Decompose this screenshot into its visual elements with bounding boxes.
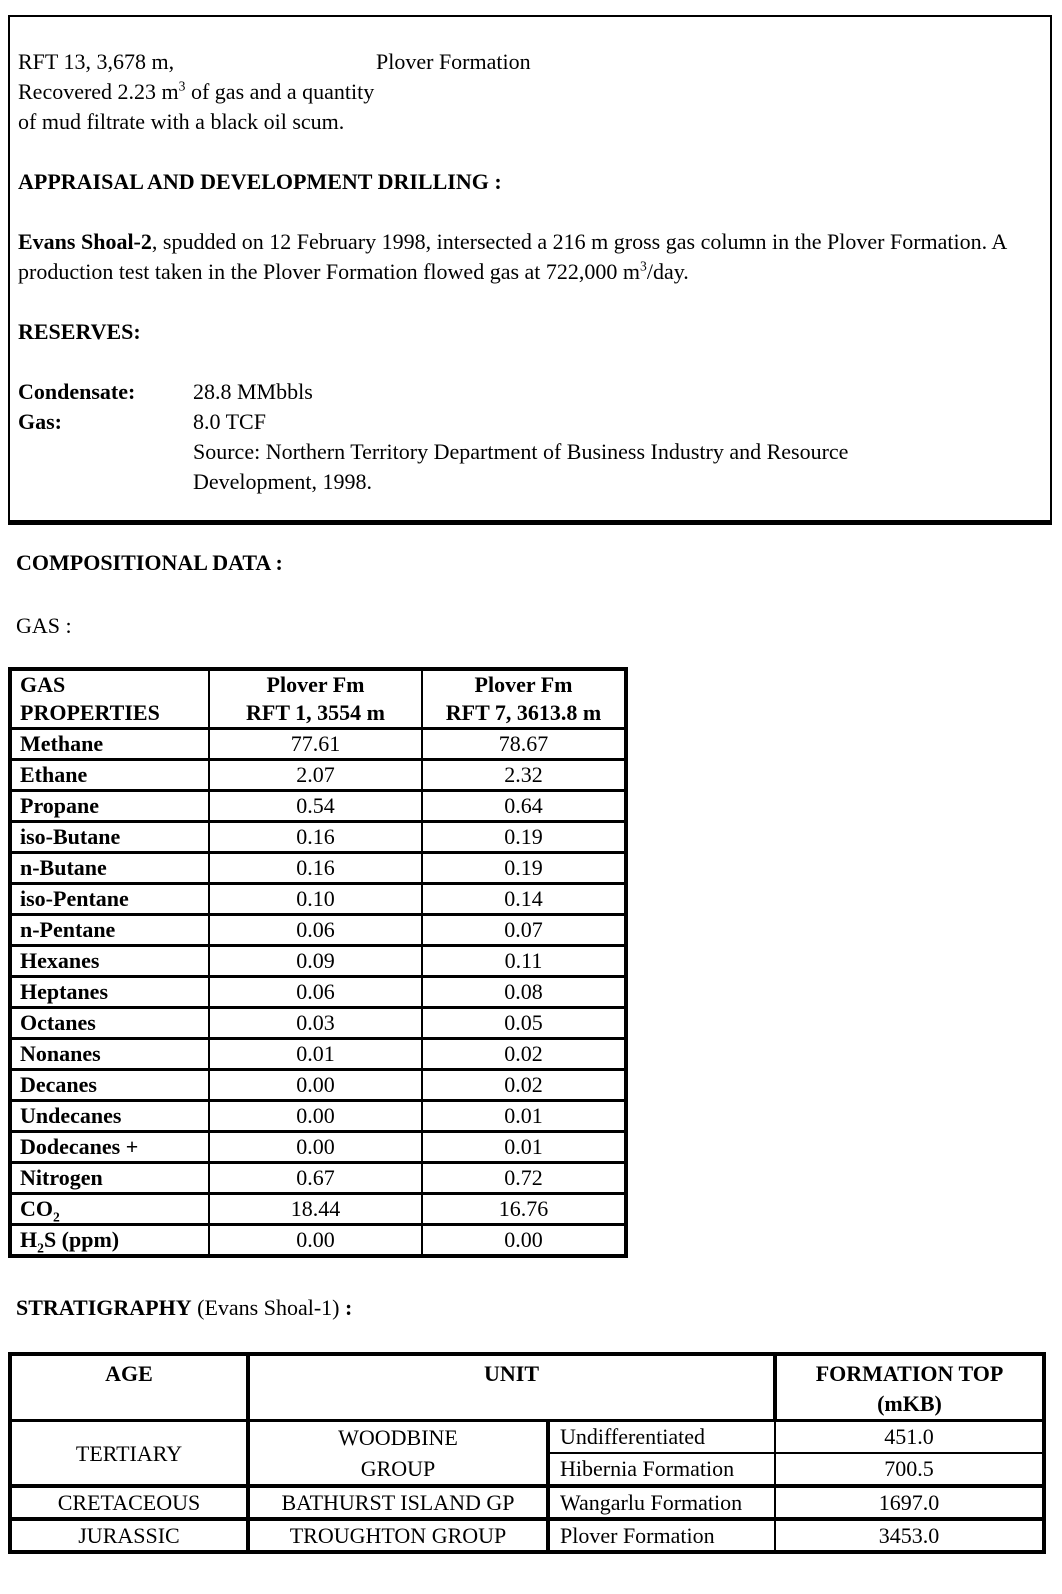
stratigraphy-heading-well: (Evans Shoal-1) [191,1295,340,1320]
gas-label: Gas: [18,409,62,434]
table-row [10,791,626,822]
formation-top-cell: 1697.0 [775,1486,1044,1519]
stratigraphy-heading-colon: : [339,1295,353,1320]
value-cell: 0.11 [422,946,626,977]
header-line: FORMATION TOP [815,1361,1004,1386]
appraisal-heading: APPRAISAL AND DEVELOPMENT DRILLING : [18,169,502,194]
value-cell: 0.03 [209,1008,422,1039]
table-row [10,1194,626,1225]
value-cell: 2.07 [209,760,422,791]
value-cell: 0.16 [209,822,422,853]
property-cell: Decanes [10,1070,209,1101]
reserves-heading: RESERVES: [18,319,141,344]
paragraph-text: , spudded on 12 February 1998, intersected a 216 m gross gas column in the Plover Formation. A production test taken in the Plover Formation flowed gas at 722,000 m [18,229,1007,284]
formation-top-cell: 451.0 [775,1421,1044,1453]
subscript: 2 [37,1240,44,1256]
value-cell: 0.14 [422,884,626,915]
h2s-text-tail: S (ppm) [43,1227,120,1252]
group-cell [248,1421,548,1487]
property-cell: Ethane [10,760,209,791]
strat-row-jurassic [10,1519,1044,1552]
age-cell: JURASSIC [10,1519,248,1552]
value-cell: 0.02 [422,1070,626,1101]
condensate-label: Condensate: [18,379,136,404]
value-cell: 0.01 [422,1132,626,1163]
property-cell: Heptanes [10,977,209,1008]
formation-name-text: Plover Formation [376,49,531,74]
value-cell: 0.06 [209,915,422,946]
table-row [10,1101,626,1132]
property-cell: Dodecanes + [10,1132,209,1163]
rft-line [18,47,1040,77]
value-cell: 0.07 [422,915,626,946]
table-row [10,915,626,946]
rft1-header [209,669,422,729]
co2-text: CO [20,1196,53,1221]
value-cell: 0.72 [422,1163,626,1194]
group-line: GROUP [360,1456,436,1481]
property-cell-h2s [10,1225,209,1257]
value-cell: 77.61 [209,729,422,760]
gas-value: 8.0 TCF [193,409,266,434]
recovered-text: Recovered 2.23 m [18,79,179,104]
well-summary-box [8,15,1052,525]
value-cell: 78.67 [422,729,626,760]
value-cell: 0.06 [209,977,422,1008]
property-cell: Propane [10,791,209,822]
table-row [10,760,626,791]
header-line: RFT 1, 3554 m [246,700,385,725]
unit-cell: Hibernia Formation [548,1453,775,1486]
spacer [18,197,1040,227]
age-header: AGE [10,1354,248,1421]
value-cell: 0.00 [209,1101,422,1132]
mud-filtrate-line: of mud filtrate with a black oil scum. [18,109,345,134]
value-cell: 0.00 [209,1132,422,1163]
table-row [10,977,626,1008]
unit-cell: Undifferentiated [548,1421,775,1453]
property-cell: iso-Pentane [10,884,209,915]
gas-line [18,407,1040,437]
table-row [10,853,626,884]
group-cell: BATHURST ISLAND GP [248,1486,548,1519]
table-row [10,1225,626,1257]
condensate-value: 28.8 MMbbls [193,379,313,404]
h2s-text: H [20,1227,38,1252]
strat-row-tertiary-1 [10,1421,1044,1453]
spacer [18,137,1040,167]
rft-depth-text: RFT 13, 3,678 m, [18,49,175,74]
stratigraphy-heading-bold: STRATIGRAPHY [16,1295,192,1320]
property-cell-co2 [10,1194,209,1225]
recovered-line [18,77,1040,107]
value-cell: 0.00 [422,1225,626,1257]
rft7-header [422,669,626,729]
header-line: PROPERTIES [20,700,160,725]
header-line: GAS [20,672,66,697]
value-cell: 0.19 [422,853,626,884]
subscript: 2 [53,1209,60,1225]
evans-shoal-paragraph [18,227,1010,287]
source-line-2: Development, 1998. [193,469,373,494]
formation-top-cell: 3453.0 [878,1523,940,1548]
source-line-1: Source: Northern Territory Department of Business Industry and Resource [193,439,849,464]
value-cell: 0.64 [422,791,626,822]
recovered-text-tail: of gas and a quantity [185,79,375,104]
strat-header-row [10,1354,1044,1421]
cubic-superscript: 3 [640,258,647,274]
property-cell: iso-Butane [10,822,209,853]
value-cell: 16.76 [422,1194,626,1225]
table-row [10,1132,626,1163]
value-cell: 0.01 [209,1039,422,1070]
stratigraphy-heading [16,1295,352,1321]
property-cell: n-Butane [10,853,209,884]
well-name-text: Evans Shoal-2 [18,229,152,254]
group-cell: TROUGHTON GROUP [248,1519,548,1552]
formation-top-cell: 700.5 [775,1453,1044,1486]
age-cell: CRETACEOUS [10,1486,248,1519]
value-cell: 0.09 [209,946,422,977]
table-row [10,1039,626,1070]
value-cell: 0.01 [422,1101,626,1132]
table-row [10,1163,626,1194]
table-row [10,822,626,853]
gas-subheading: GAS : [16,613,72,638]
unit-cell: Plover Formation [548,1519,775,1552]
table-row [10,884,626,915]
value-cell: 0.10 [209,884,422,915]
value-cell: 0.05 [422,1008,626,1039]
gas-properties-header [10,669,209,729]
table-row [10,946,626,977]
spacer [18,287,1040,317]
property-cell: Nitrogen [10,1163,209,1194]
table-row [10,1070,626,1101]
value-cell: 0.19 [422,822,626,853]
property-cell: Methane [10,729,209,760]
property-cell: n-Pentane [10,915,209,946]
value-cell: 0.00 [209,1070,422,1101]
formation-top-header [775,1354,1044,1421]
paragraph-text-tail: /day. [646,259,689,284]
header-line: Plover Fm [266,672,365,697]
cubic-superscript: 3 [178,78,186,94]
value-cell: 18.44 [209,1194,422,1225]
value-cell: 2.32 [422,760,626,791]
compositional-data-heading: COMPOSITIONAL DATA : [16,550,283,575]
group-line: WOODBINE [338,1425,458,1450]
table-row [10,1008,626,1039]
value-cell: 0.02 [422,1039,626,1070]
header-line: Plover Fm [474,672,573,697]
spacer [18,347,1040,377]
header-line: RFT 7, 3613.8 m [445,700,602,725]
property-cell: Undecanes [10,1101,209,1132]
table-row [10,729,626,760]
value-cell: 0.08 [422,977,626,1008]
unit-header: UNIT [248,1354,775,1421]
property-cell: Nonanes [10,1039,209,1070]
value-cell: 0.00 [209,1225,422,1257]
header-line: (mKB) [877,1391,942,1416]
value-cell: 0.54 [209,791,422,822]
value-cell: 0.67 [209,1163,422,1194]
stratigraphy-table [8,1352,1046,1554]
property-cell: Octanes [10,1008,209,1039]
age-cell: TERTIARY [10,1421,248,1487]
strat-row-cretaceous [10,1486,1044,1519]
gas-table-header-row [10,669,626,729]
property-cell: Hexanes [10,946,209,977]
value-cell: 0.16 [209,853,422,884]
unit-cell: Wangarlu Formation [548,1486,775,1519]
gas-properties-table [8,667,628,1258]
condensate-line [18,377,1040,407]
